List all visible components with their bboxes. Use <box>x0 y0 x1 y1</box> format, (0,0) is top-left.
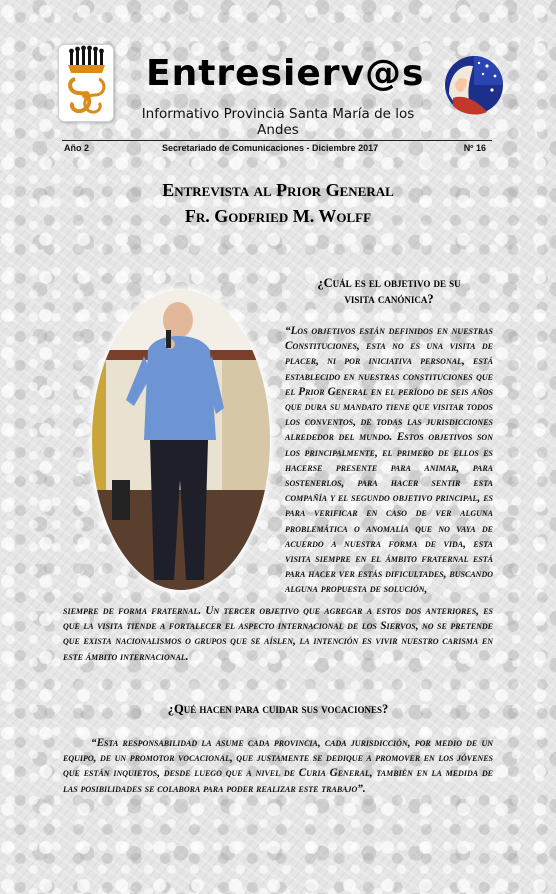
madonna-logo <box>443 54 505 116</box>
masthead-title: Entresierv@s <box>146 53 425 94</box>
answer-2: “Esta responsabilidad la asume cada provincia, cada jurisdicción, por medio de un equipo, de un promotor vocacional, que justamente se dedique a promover en los jóvenes que están inquietos, desde luego que a nivel de Curia General, también en la medida de las posibilidades se colabora para poder realizar este trabajo”. <box>63 737 494 795</box>
question-1-line2: visita canónica? <box>344 292 434 306</box>
issue-year: Año 2 <box>64 143 90 153</box>
article-title: Entrevista al Prior General <box>162 180 394 200</box>
masthead-subtitle: Informativo Provincia Santa María de los Andes <box>141 106 415 138</box>
question-2: ¿Qué hacen para cuidar sus vocaciones? <box>167 702 389 716</box>
answer-1-continuation: siempre de forma fraternal. Un tercer objetivo que agregar a estos dos anteriores, es que la visita tiende a fortalecer el aspecto internacional de los Siervos, no se pretende que exista nacionalismos o grupos que se aíslen, la intención es vivir nuestro carisma en este ámbito internacional. <box>63 605 493 663</box>
issue-info-bar <box>62 140 492 155</box>
interviewee-photo <box>92 290 270 590</box>
answer-1-column: “Los objetivos están definidos en nuestras Constituciones, esta no es una visita de placer, ni por iniciativa personal, está establecido en nuestras constituciones que el Prior General en el período de seis años que dura su mandato tiene que visitar todos los conventos, de todas las jurisdicciones alrededor del mundo. Estos objetivos son los principalmente, el primero de ellos es hacerse presente para animar, para sostenerlos, para hacer sentir esta compañía y el segundo objetivo principal, es para verificar en caso de ver alguna problemática o anomalía que no vaya de acuerdo a nuestra forma de vida, esta visita siempre en el ámbito fraternal está para hacer ver estás dificultades, buscando alguna propuesta de solución, <box>285 325 493 596</box>
crest-logo <box>58 44 114 122</box>
issue-number: Nº 16 <box>463 143 486 153</box>
article-subtitle: Fr. Godfried M. Wolff <box>184 206 372 226</box>
question-1-line1: ¿Cuál es el objetivo de su <box>317 276 461 290</box>
issue-department-date: Secretariado de Comunicaciones - Diciembre 2017 <box>162 143 379 153</box>
